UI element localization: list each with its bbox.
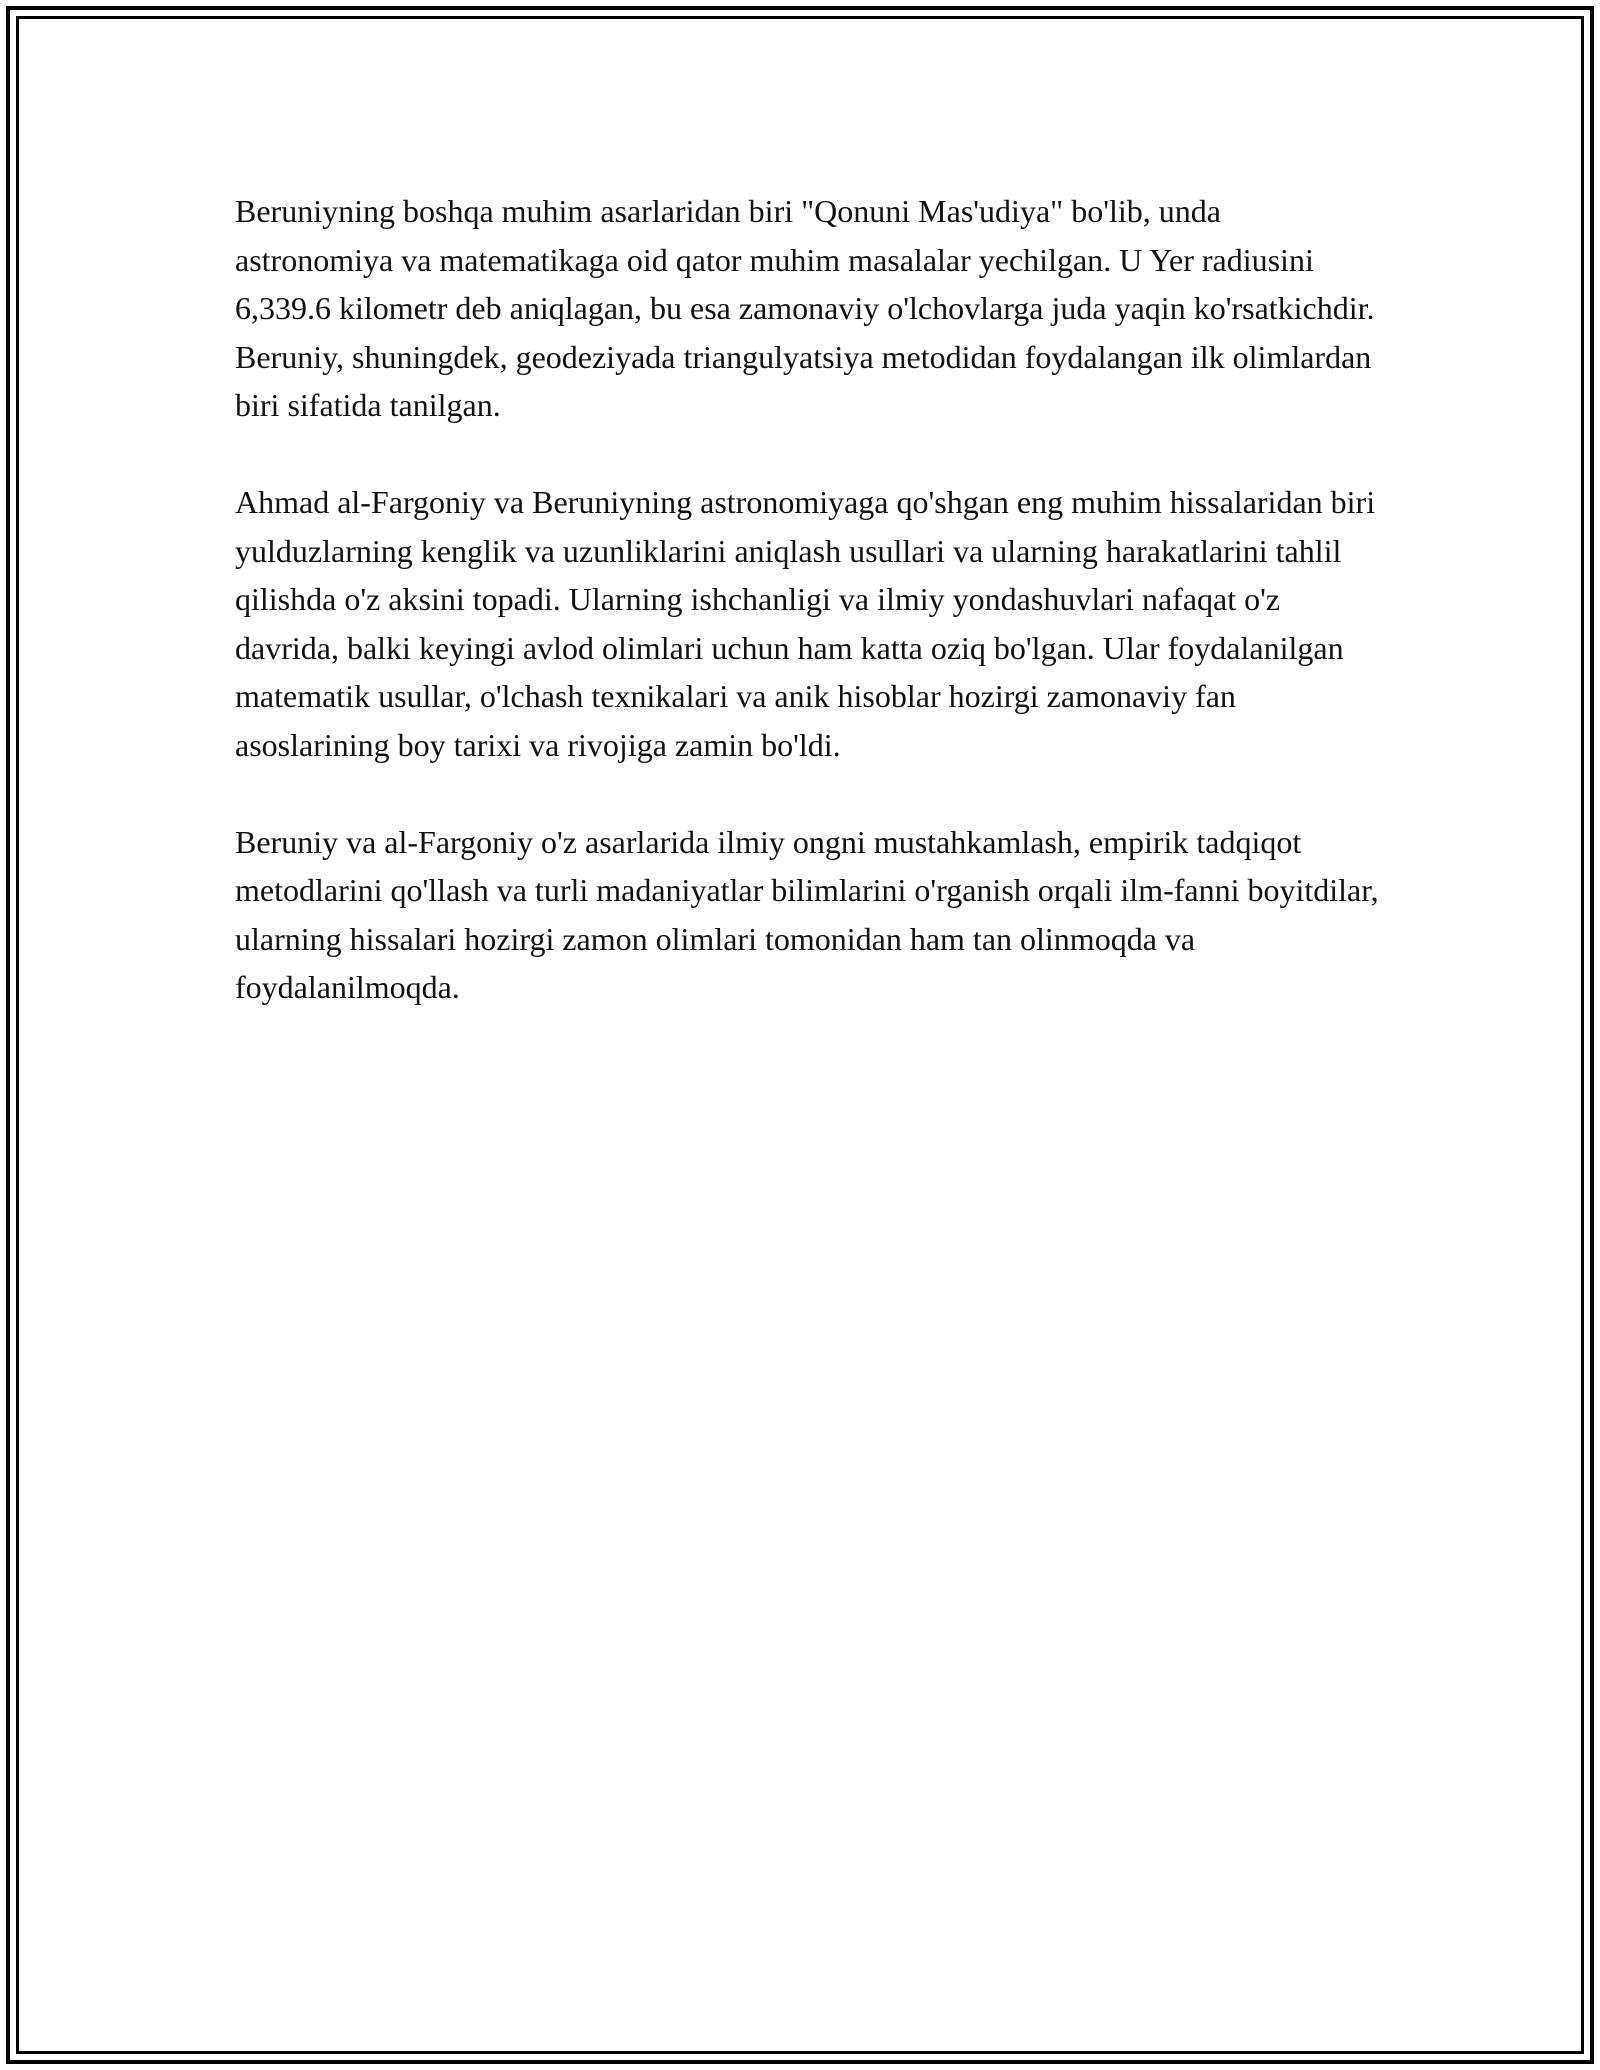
paragraph-qonuni-masudiya: Beruniyning boshqa muhim asarlaridan biri "Qonuni Mas'udiya" bo'lib, unda astronomiya va matematikaga oid qator muhim masalalar yechilgan. U Yer radiusini 6,339.6 kilometr deb aniqlagan, bu esa zamonaviy o'lchovlarga juda yaqin ko'rsatkichdir. Beruniy, shuningdek, geodeziyada triangulyatsiya metodidan foydalangan ilk olimlardan biri sifatida tanilgan. xyxy=(235,193,1375,423)
document-body xyxy=(235,187,1385,1060)
paragraph-scientific-legacy: Beruniy va al-Fargoniy o'z asarlarida ilmiy ongni mustahkamlash, empirik tadqiqot metodlarini qo'llash va turli madaniyatlar bilimlarini o'rganish orqali ilm-fanni boyitdilar, ularning hissalari hozirgi zamon olimlari tomonidan ham tan olinmoqda va foydalanilmoqda. xyxy=(235,823,1379,1005)
paragraph-astronomy-contributions: Ahmad al-Fargoniy va Beruniyning astronomiyaga qo'shgan eng muhim hissalaridan biri yulduzlarning kenglik va uzunliklarini aniqlash usullari va ularning harakatlarini tahlil qilishda o'z aksini topadi. Ularning ishchanligi va ilmiy yondashuvlari nafaqat o'z davrida, balki keyingi avlod olimlari uchun ham katta oziq bo'lgan. Ular foydalanilgan matematik usullar, o'lchash texnikalari va anik hisoblar hozirgi zamonaviy fan asoslarining boy tarixi va rivojiga zamin bo'ldi. xyxy=(235,484,1376,763)
